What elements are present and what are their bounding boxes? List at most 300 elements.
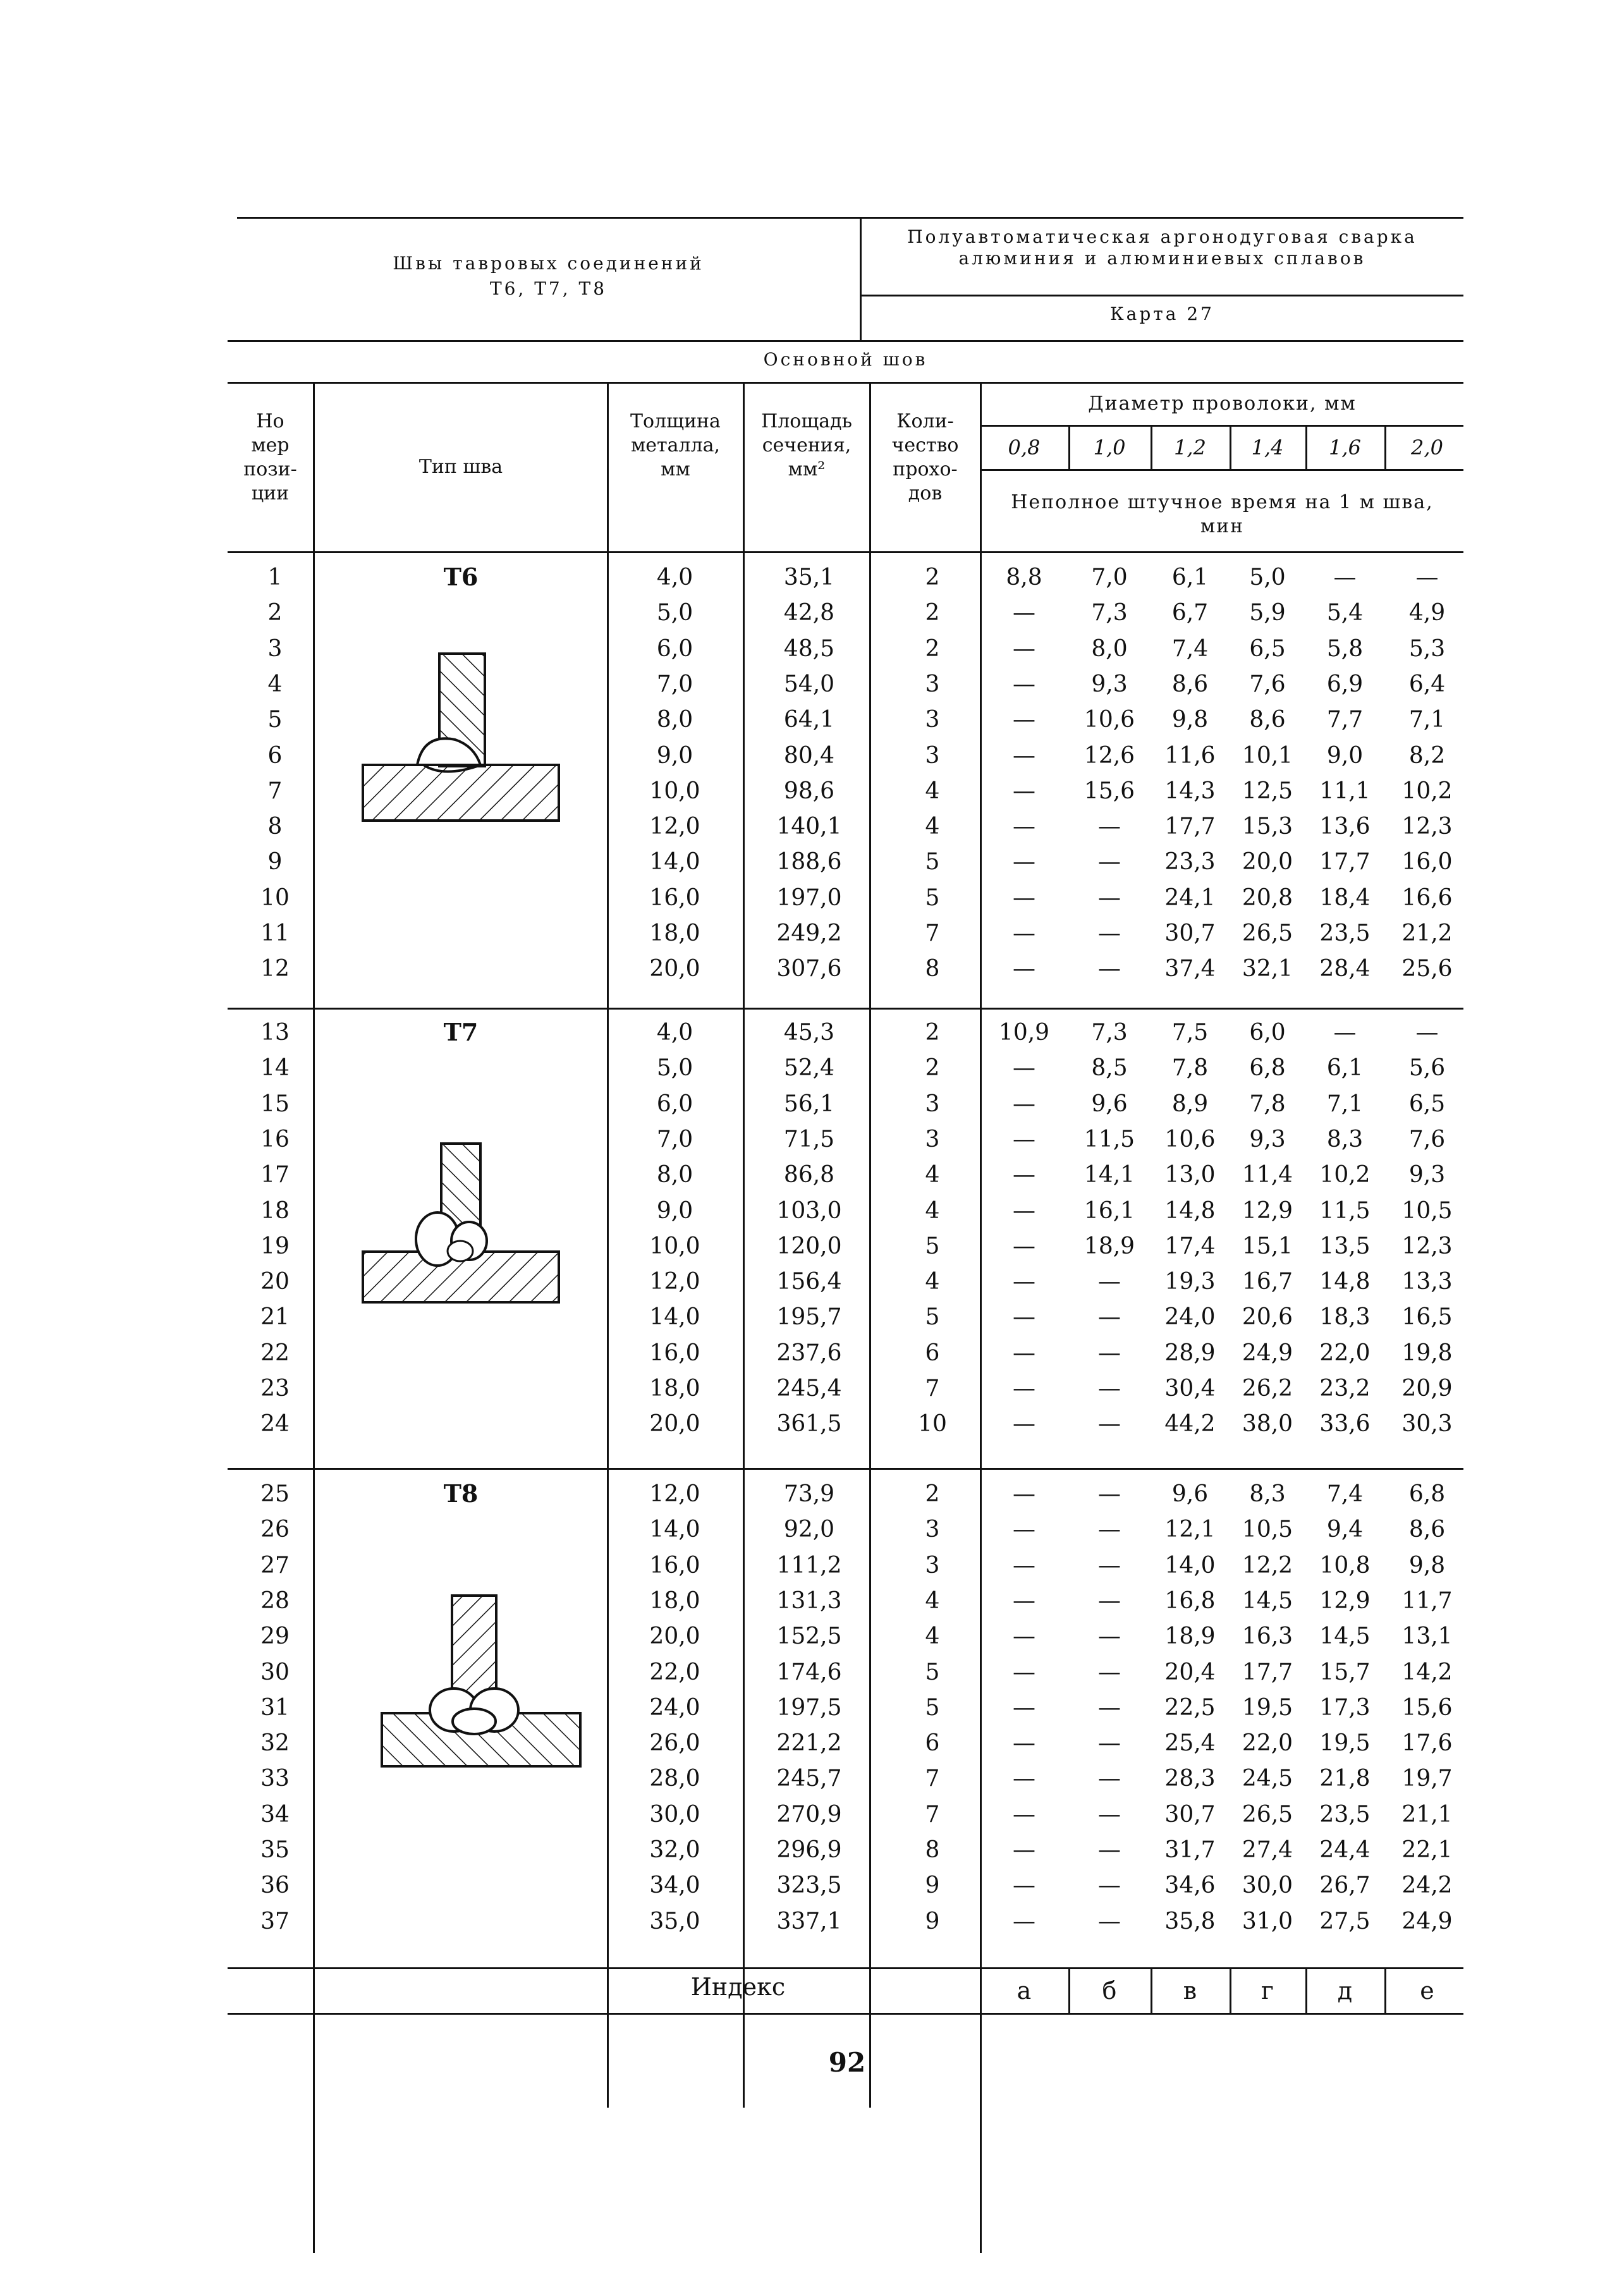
cell-time-d12: 9,6 <box>1171 1481 1209 1507</box>
col-thickness-l2: металла, <box>630 434 721 456</box>
cell-thickness: 20,0 <box>649 1623 700 1650</box>
cell-passes: 6 <box>925 1730 940 1757</box>
index-label: Индекс <box>690 1973 786 2001</box>
cell-time-d16: 23,2 <box>1319 1376 1371 1402</box>
cell-time-d16: 11,5 <box>1319 1197 1371 1224</box>
index-letter-a: а <box>1017 1977 1032 2005</box>
cell-area: 35,1 <box>783 565 835 590</box>
cell-time-d14: 17,7 <box>1242 1659 1293 1685</box>
cell-time-d16: 27,5 <box>1319 1908 1371 1934</box>
weld-diagram-t8 <box>373 1587 588 1776</box>
cell-position: 27 <box>260 1552 290 1579</box>
cell-time-d08: — <box>1013 1623 1035 1650</box>
cell-time-d12: 11,6 <box>1164 742 1216 769</box>
col-time-l1: Неполное штучное время на 1 м шва, <box>1011 491 1434 513</box>
cell-time-d12: 24,0 <box>1164 1304 1216 1331</box>
cell-time-d16: 7,7 <box>1326 707 1364 733</box>
cell-passes: 3 <box>925 671 940 697</box>
cell-time-d20: 12,3 <box>1401 1233 1453 1259</box>
cell-area: 245,4 <box>776 1376 842 1402</box>
cell-time-d08: — <box>1013 1517 1035 1543</box>
cell-area: 188,6 <box>776 849 842 876</box>
cell-passes: 6 <box>925 1340 940 1366</box>
cell-time-d10: — <box>1098 1411 1121 1438</box>
cell-time-d20: 25,6 <box>1401 956 1453 982</box>
cell-area: 245,7 <box>776 1766 842 1792</box>
cell-passes: 3 <box>925 1126 940 1152</box>
cell-time-d14: 26,5 <box>1242 920 1293 946</box>
cell-area: 54,0 <box>783 671 835 697</box>
cell-time-d14: 5,9 <box>1249 600 1286 626</box>
cell-time-d20: 6,8 <box>1408 1481 1446 1507</box>
cell-time-d08: — <box>1013 920 1035 946</box>
cell-thickness: 6,0 <box>656 635 693 662</box>
cell-time-d16: 33,6 <box>1319 1411 1371 1438</box>
cell-thickness: 18,0 <box>649 920 700 946</box>
cell-time-d14: 19,5 <box>1242 1694 1293 1721</box>
cell-time-d08: — <box>1013 1126 1035 1152</box>
cell-time-d10: — <box>1098 1872 1121 1899</box>
cell-time-d16: — <box>1333 565 1357 590</box>
cell-position: 7 <box>267 778 283 804</box>
cell-time-d12: 9,8 <box>1171 707 1209 733</box>
cell-time-d10: 8,5 <box>1091 1055 1128 1082</box>
cell-time-d14: 16,7 <box>1242 1269 1293 1295</box>
cell-time-d16: 23,5 <box>1319 920 1371 946</box>
header-right-title-line2: алюминия и алюминиевых сплавов <box>958 248 1366 269</box>
cell-time-d10: — <box>1098 1801 1121 1828</box>
cell-thickness: 14,0 <box>649 849 700 876</box>
cell-time-d20: 13,1 <box>1401 1623 1453 1650</box>
cell-time-d14: 15,1 <box>1242 1233 1293 1259</box>
col-position-l1: Но <box>256 410 284 432</box>
cell-time-d16: 13,5 <box>1319 1233 1371 1259</box>
cell-time-d12: 28,3 <box>1164 1766 1216 1792</box>
cell-time-d16: 24,4 <box>1319 1837 1371 1863</box>
cell-time-d12: 24,1 <box>1164 884 1216 911</box>
cell-position: 24 <box>260 1411 290 1438</box>
cell-position: 5 <box>267 707 283 733</box>
cell-position: 8 <box>267 814 283 840</box>
cell-time-d14: 12,9 <box>1242 1197 1293 1224</box>
cell-position: 6 <box>267 742 283 769</box>
cell-time-d14: 11,4 <box>1242 1162 1293 1188</box>
cell-time-d12: 22,5 <box>1164 1694 1216 1721</box>
cell-time-d20: 8,6 <box>1408 1517 1446 1543</box>
cell-time-d10: — <box>1098 1587 1121 1614</box>
cell-time-d08: — <box>1013 1730 1035 1757</box>
col-position-l2: мер <box>251 434 290 456</box>
cell-position: 3 <box>267 635 283 662</box>
cell-thickness: 22,0 <box>649 1659 700 1685</box>
cell-time-d10: — <box>1098 849 1121 876</box>
cell-time-d16: 22,0 <box>1319 1340 1371 1366</box>
cell-passes: 7 <box>925 1766 940 1792</box>
cell-time-d12: 14,8 <box>1164 1197 1216 1224</box>
cell-position: 28 <box>260 1587 290 1614</box>
cell-time-d20: 6,5 <box>1408 1090 1446 1117</box>
cell-position: 18 <box>260 1197 290 1224</box>
cell-area: 48,5 <box>783 635 835 662</box>
col-passes-l2: чество <box>891 434 959 456</box>
cell-time-d10: — <box>1098 1340 1121 1366</box>
cell-area: 80,4 <box>783 742 835 769</box>
cell-thickness: 5,0 <box>656 600 693 626</box>
cell-time-d10: — <box>1098 1481 1121 1507</box>
cell-area: 45,3 <box>783 1020 835 1046</box>
cell-time-d20: 21,1 <box>1401 1801 1453 1828</box>
cell-thickness: 10,0 <box>649 1233 700 1259</box>
cell-time-d08: — <box>1013 1552 1035 1579</box>
cell-time-d08: — <box>1013 1376 1035 1402</box>
cell-time-d08: — <box>1013 671 1035 697</box>
cell-passes: 5 <box>925 1233 940 1259</box>
cell-time-d20: 13,3 <box>1401 1269 1453 1295</box>
cell-time-d16: 10,8 <box>1319 1552 1371 1579</box>
cell-time-d08: — <box>1013 1801 1035 1828</box>
cell-time-d14: 38,0 <box>1242 1411 1293 1438</box>
cell-time-d08: — <box>1013 778 1035 804</box>
cell-position: 20 <box>260 1269 290 1295</box>
cell-passes: 9 <box>925 1908 940 1934</box>
cell-time-d12: 28,9 <box>1164 1340 1216 1366</box>
cell-area: 307,6 <box>776 956 842 982</box>
cell-time-d14: 7,8 <box>1249 1090 1286 1117</box>
col-type: Тип шва <box>418 456 503 478</box>
cell-time-d14: 24,9 <box>1242 1340 1293 1366</box>
weld-type-label-t8: Т8 <box>443 1479 479 1508</box>
cell-time-d12: 6,1 <box>1171 565 1209 590</box>
cell-time-d14: 6,5 <box>1249 635 1286 662</box>
cell-time-d10: 11,5 <box>1084 1126 1135 1152</box>
cell-time-d14: 15,3 <box>1242 814 1293 840</box>
cell-time-d12: 10,6 <box>1164 1126 1216 1152</box>
cell-time-d10: — <box>1098 814 1121 840</box>
cell-passes: 9 <box>925 1872 940 1899</box>
cell-time-d08: — <box>1013 1587 1035 1614</box>
cell-time-d14: 20,8 <box>1242 884 1293 911</box>
cell-passes: 5 <box>925 849 940 876</box>
cell-time-d10: — <box>1098 884 1121 911</box>
cell-passes: 2 <box>925 1481 940 1507</box>
cell-time-d08: — <box>1013 742 1035 769</box>
cell-position: 14 <box>260 1055 290 1082</box>
col-passes-l3: прохо- <box>893 458 958 480</box>
cell-thickness: 16,0 <box>649 884 700 911</box>
cell-position: 12 <box>260 956 290 982</box>
cell-time-d10: — <box>1098 1908 1121 1934</box>
cell-time-d20: 19,7 <box>1401 1766 1453 1792</box>
col-area-l3: мм² <box>788 458 826 480</box>
cell-time-d14: 5,0 <box>1249 565 1286 590</box>
cell-time-d14: 10,5 <box>1242 1517 1293 1543</box>
cell-thickness: 28,0 <box>649 1766 700 1792</box>
cell-thickness: 9,0 <box>656 742 693 769</box>
cell-area: 337,1 <box>776 1908 842 1934</box>
cell-passes: 3 <box>925 707 940 733</box>
cell-time-d16: 14,5 <box>1319 1623 1371 1650</box>
cell-time-d12: 14,0 <box>1164 1552 1216 1579</box>
cell-time-d08: — <box>1013 1233 1035 1259</box>
cell-thickness: 34,0 <box>649 1872 700 1899</box>
cell-time-d14: 24,5 <box>1242 1766 1293 1792</box>
cell-time-d20: — <box>1415 1020 1439 1046</box>
diameter-2-0: 2,0 <box>1411 436 1443 460</box>
cell-time-d16: 28,4 <box>1319 956 1371 982</box>
col-time-l2: мин <box>1200 515 1245 537</box>
cell-thickness: 9,0 <box>656 1197 693 1224</box>
cell-time-d20: 20,9 <box>1401 1376 1453 1402</box>
cell-time-d16: 17,7 <box>1319 849 1371 876</box>
cell-area: 296,9 <box>776 1837 842 1863</box>
cell-time-d20: 16,6 <box>1401 884 1453 911</box>
cell-area: 73,9 <box>783 1481 835 1507</box>
cell-position: 37 <box>260 1908 290 1934</box>
col-area-l1: Площадь <box>761 410 852 432</box>
cell-time-d16: 10,2 <box>1319 1162 1371 1188</box>
cell-passes: 7 <box>925 920 940 946</box>
cell-time-d12: 16,8 <box>1164 1587 1216 1614</box>
cell-time-d12: 19,3 <box>1164 1269 1216 1295</box>
cell-time-d12: 30,7 <box>1164 920 1216 946</box>
cell-passes: 5 <box>925 1304 940 1331</box>
cell-position: 2 <box>267 600 283 626</box>
cell-time-d20: 8,2 <box>1408 742 1446 769</box>
index-letter-b: б <box>1102 1977 1117 2005</box>
cell-time-d16: 6,9 <box>1326 671 1364 697</box>
cell-time-d14: 10,1 <box>1242 742 1293 769</box>
cell-time-d12: 31,7 <box>1164 1837 1216 1863</box>
cell-area: 71,5 <box>783 1126 835 1152</box>
cell-thickness: 20,0 <box>649 1411 700 1438</box>
cell-area: 237,6 <box>776 1340 842 1366</box>
col-position-l3: пози- <box>243 458 297 480</box>
cell-time-d20: 14,2 <box>1401 1659 1453 1685</box>
cell-time-d16: 7,4 <box>1326 1481 1364 1507</box>
cell-time-d14: 14,5 <box>1242 1587 1293 1614</box>
cell-time-d14: 27,4 <box>1242 1837 1293 1863</box>
cell-time-d10: 12,6 <box>1084 742 1135 769</box>
cell-thickness: 4,0 <box>656 1020 693 1046</box>
cell-position: 17 <box>260 1162 290 1188</box>
diameter-0-8: 0,8 <box>1008 436 1041 460</box>
cell-time-d20: 21,2 <box>1401 920 1453 946</box>
cell-thickness: 14,0 <box>649 1517 700 1543</box>
cell-area: 131,3 <box>776 1587 842 1614</box>
col-thickness-l1: Толщина <box>630 410 721 432</box>
cell-area: 52,4 <box>783 1055 835 1082</box>
cell-time-d10: — <box>1098 1694 1121 1721</box>
header-left-title-line2: Т6, Т7, Т8 <box>489 278 607 299</box>
cell-thickness: 10,0 <box>649 778 700 804</box>
cell-area: 361,5 <box>776 1411 842 1438</box>
cell-time-d12: 17,7 <box>1164 814 1216 840</box>
cell-time-d12: 6,7 <box>1171 600 1209 626</box>
cell-time-d08: — <box>1013 814 1035 840</box>
cell-thickness: 8,0 <box>656 1162 693 1188</box>
cell-position: 31 <box>260 1694 290 1721</box>
cell-time-d20: 4,9 <box>1408 600 1446 626</box>
cell-passes: 5 <box>925 1659 940 1685</box>
col-passes-l1: Коли- <box>896 410 954 432</box>
cell-area: 103,0 <box>776 1197 842 1224</box>
cell-time-d20: 24,2 <box>1401 1872 1453 1899</box>
diameter-1-2: 1,2 <box>1174 436 1206 460</box>
cell-passes: 3 <box>925 1517 940 1543</box>
cell-time-d14: 20,6 <box>1242 1304 1293 1331</box>
cell-time-d08: — <box>1013 1908 1035 1934</box>
cell-time-d10: — <box>1098 1623 1121 1650</box>
cell-time-d08: — <box>1013 1269 1035 1295</box>
cell-time-d20: 12,3 <box>1401 814 1453 840</box>
cell-time-d20: 7,6 <box>1408 1126 1446 1152</box>
cell-time-d14: 22,0 <box>1242 1730 1293 1757</box>
cell-area: 42,8 <box>783 600 835 626</box>
cell-time-d14: 20,0 <box>1242 849 1293 876</box>
cell-time-d20: 15,6 <box>1401 1694 1453 1721</box>
weld-diagram-t7 <box>354 1135 569 1312</box>
weld-type-label-t7: Т7 <box>443 1018 479 1046</box>
diameter-1-6: 1,6 <box>1329 436 1361 460</box>
cell-passes: 2 <box>925 600 940 626</box>
cell-time-d10: 18,9 <box>1084 1233 1135 1259</box>
cell-passes: 3 <box>925 742 940 769</box>
cell-time-d08: — <box>1013 849 1035 876</box>
cell-passes: 4 <box>925 1587 940 1614</box>
cell-time-d20: 30,3 <box>1401 1411 1453 1438</box>
cell-time-d20: 17,6 <box>1401 1730 1453 1757</box>
cell-time-d20: 7,1 <box>1408 707 1446 733</box>
cell-thickness: 26,0 <box>649 1730 700 1757</box>
cell-passes: 2 <box>925 565 940 590</box>
cell-time-d16: 11,1 <box>1319 778 1371 804</box>
cell-time-d08: — <box>1013 1837 1035 1863</box>
cell-time-d12: 17,4 <box>1164 1233 1216 1259</box>
cell-time-d08: — <box>1013 1659 1035 1685</box>
cell-position: 15 <box>260 1090 290 1117</box>
cell-time-d14: 8,3 <box>1249 1481 1286 1507</box>
cell-thickness: 5,0 <box>656 1055 693 1082</box>
cell-time-d08: 10,9 <box>998 1020 1050 1046</box>
cell-time-d14: 8,6 <box>1249 707 1286 733</box>
cell-time-d16: 5,4 <box>1326 600 1364 626</box>
cell-passes: 7 <box>925 1376 940 1402</box>
cell-area: 221,2 <box>776 1730 842 1757</box>
cell-position: 34 <box>260 1801 290 1828</box>
cell-area: 323,5 <box>776 1872 842 1899</box>
cell-time-d16: 8,3 <box>1326 1126 1364 1152</box>
cell-time-d12: 44,2 <box>1164 1411 1216 1438</box>
cell-time-d10: 14,1 <box>1084 1162 1135 1188</box>
cell-time-d16: 13,6 <box>1319 814 1371 840</box>
cell-time-d14: 9,3 <box>1249 1126 1286 1152</box>
cell-time-d14: 32,1 <box>1242 956 1293 982</box>
cell-time-d10: — <box>1098 1837 1121 1863</box>
cell-time-d16: 18,3 <box>1319 1304 1371 1331</box>
cell-time-d14: 6,8 <box>1249 1055 1286 1082</box>
cell-time-d12: 18,9 <box>1164 1623 1216 1650</box>
cell-area: 86,8 <box>783 1162 835 1188</box>
cell-time-d20: 9,8 <box>1408 1552 1446 1579</box>
cell-time-d12: 14,3 <box>1164 778 1216 804</box>
cell-time-d20: 24,9 <box>1401 1908 1453 1934</box>
cell-time-d10: 8,0 <box>1091 635 1128 662</box>
page-number: 92 <box>828 2047 866 2078</box>
cell-passes: 3 <box>925 1552 940 1579</box>
cell-time-d16: 14,8 <box>1319 1269 1371 1295</box>
cell-area: 98,6 <box>783 778 835 804</box>
cell-time-d08: — <box>1013 1304 1035 1331</box>
weld-diagram-t6 <box>354 645 569 834</box>
cell-passes: 8 <box>925 956 940 982</box>
cell-time-d10: 7,0 <box>1091 565 1128 590</box>
cell-time-d16: 15,7 <box>1319 1659 1371 1685</box>
cell-thickness: 20,0 <box>649 956 700 982</box>
cell-time-d16: 17,3 <box>1319 1694 1371 1721</box>
cell-thickness: 18,0 <box>649 1587 700 1614</box>
diameter-1-4: 1,4 <box>1251 436 1284 460</box>
cell-time-d10: — <box>1098 1304 1121 1331</box>
index-letter-v: в <box>1183 1977 1197 2005</box>
cell-area: 195,7 <box>776 1304 842 1331</box>
cell-time-d08: — <box>1013 1340 1035 1366</box>
cell-time-d16: 7,1 <box>1326 1090 1364 1117</box>
cell-thickness: 32,0 <box>649 1837 700 1863</box>
cell-time-d16: 21,8 <box>1319 1766 1371 1792</box>
cell-time-d12: 30,7 <box>1164 1801 1216 1828</box>
cell-time-d12: 23,3 <box>1164 849 1216 876</box>
cell-thickness: 14,0 <box>649 1304 700 1331</box>
cell-time-d20: 6,4 <box>1408 671 1446 697</box>
cell-time-d10: — <box>1098 1517 1121 1543</box>
cell-thickness: 7,0 <box>656 1126 693 1152</box>
cell-passes: 3 <box>925 1090 940 1117</box>
cell-time-d20: 19,8 <box>1401 1340 1453 1366</box>
cell-time-d12: 34,6 <box>1164 1872 1216 1899</box>
cell-time-d14: 6,0 <box>1249 1020 1286 1046</box>
cell-time-d20: 9,3 <box>1408 1162 1446 1188</box>
cell-position: 16 <box>260 1126 290 1152</box>
cell-time-d10: 9,6 <box>1091 1090 1128 1117</box>
cell-time-d12: 7,5 <box>1171 1020 1209 1046</box>
cell-passes: 5 <box>925 1694 940 1721</box>
cell-time-d14: 7,6 <box>1249 671 1286 697</box>
index-letter-d: д <box>1337 1977 1353 2005</box>
cell-position: 30 <box>260 1659 290 1685</box>
cell-passes: 4 <box>925 1197 940 1224</box>
cell-passes: 4 <box>925 1269 940 1295</box>
col-passes-l4: дов <box>908 482 943 504</box>
cell-time-d10: 7,3 <box>1091 600 1128 626</box>
col-thickness-l3: мм <box>661 458 690 480</box>
cell-time-d08: — <box>1013 1872 1035 1899</box>
cell-area: 111,2 <box>776 1552 842 1579</box>
cell-time-d20: 22,1 <box>1401 1837 1453 1863</box>
cell-position: 13 <box>260 1020 290 1046</box>
cell-time-d14: 31,0 <box>1242 1908 1293 1934</box>
cell-position: 4 <box>267 671 283 697</box>
cell-passes: 7 <box>925 1801 940 1828</box>
cell-thickness: 8,0 <box>656 707 693 733</box>
cell-time-d08: — <box>1013 1766 1035 1792</box>
cell-time-d12: 8,6 <box>1171 671 1209 697</box>
cell-position: 32 <box>260 1730 290 1757</box>
cell-time-d16: — <box>1333 1020 1357 1046</box>
cell-position: 11 <box>260 920 290 946</box>
cell-time-d14: 26,5 <box>1242 1801 1293 1828</box>
cell-area: 152,5 <box>776 1623 842 1650</box>
cell-area: 174,6 <box>776 1659 842 1685</box>
